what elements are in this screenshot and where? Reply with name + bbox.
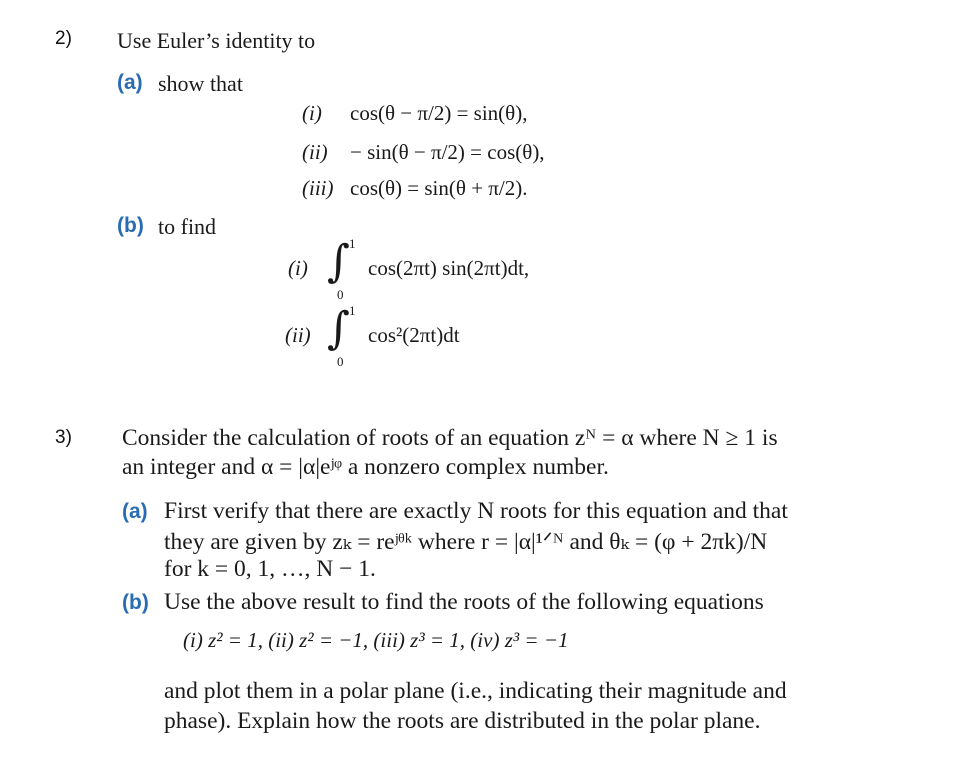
problem-3-intro-line1: Consider the calculation of roots of an equation zᴺ = α where N ≥ 1 is [122, 425, 778, 451]
problem-3a-line1: First verify that there are exactly N roots for this equation and that [164, 498, 788, 524]
problem-2-number: 2) [55, 28, 72, 49]
integral-2b-ii-lower-limit: 0 [337, 354, 344, 369]
equation-2a-ii: − sin(θ − π/2) = cos(θ), [350, 140, 545, 164]
problem-3a-line3: for k = 0, 1, …, N − 1. [164, 556, 376, 582]
problem-3b-equations: (i) z² = 1, (ii) z² = −1, (iii) z³ = 1, (iv) z³ = −1 [183, 628, 569, 652]
problem-3b-line2: and plot them in a polar plane (i.e., indicating their magnitude and [164, 678, 787, 704]
integral-2b-i-lower-limit: 0 [337, 287, 344, 302]
integral-2b-ii-integrand: cos²(2πt)dt [368, 323, 460, 347]
problem-3a-label: (a) [122, 500, 148, 523]
problem-2-intro: Use Euler’s identity to [117, 28, 316, 53]
problem-3b-label: (b) [122, 591, 149, 614]
problem-3a-line2: they are given by zₖ = reʲᶿᵏ where r = |α|¹ᐟᴺ and θₖ = (φ + 2πk)/N [164, 529, 768, 555]
problem-2a-text: show that [158, 71, 243, 96]
problem-3b-line1: Use the above result to find the roots of the following equations [164, 589, 764, 615]
integral-2b-ii-upper-limit: 1 [349, 303, 356, 318]
integral-2b-ii-label: (ii) [285, 323, 311, 347]
equation-2a-iii: cos(θ) = sin(θ + π/2). [350, 176, 528, 200]
equation-2a-i-label: (i) [302, 101, 322, 125]
problem-3-intro-line2: an integer and α = |α|eʲᵠ a nonzero complex number. [122, 454, 609, 480]
problem-3b-line3: phase). Explain how the roots are distributed in the polar plane. [164, 708, 761, 734]
integral-2b-i-label: (i) [288, 256, 308, 280]
problem-2b-text: to find [158, 214, 217, 239]
integral-2b-i-upper-limit: 1 [349, 236, 356, 251]
equation-2a-ii-label: (ii) [302, 140, 328, 164]
equation-2a-iii-label: (iii) [302, 176, 334, 200]
integral-sign-icon: ∫ [327, 303, 350, 354]
equation-2a-i: cos(θ − π/2) = sin(θ), [350, 101, 528, 125]
integral-sign-icon: ∫ [327, 236, 350, 287]
problem-2b-label: (b) [117, 214, 144, 237]
problem-3-number: 3) [55, 427, 72, 448]
integral-2b-i-integrand: cos(2πt) sin(2πt)dt, [368, 256, 530, 280]
problem-2a-label: (a) [117, 71, 143, 94]
